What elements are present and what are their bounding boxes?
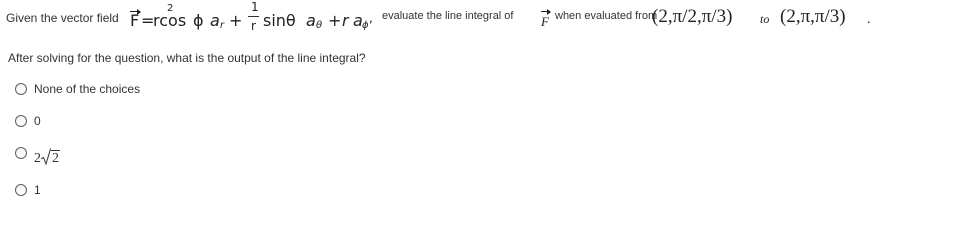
unit-a-theta: a <box>306 11 316 30</box>
coefficient-2: 2 <box>34 151 41 166</box>
plus-sign-1: + <box>229 11 243 30</box>
option-none-of-the-choices[interactable] <box>15 82 315 98</box>
to-point: (2,π,π/3) <box>780 6 846 27</box>
option-label: 1 <box>34 183 41 197</box>
unit-phi-subscript: ϕ <box>362 20 369 31</box>
vector-arrow-2 <box>541 11 550 12</box>
when-text: when evaluated from <box>555 10 658 22</box>
equals-sign: = <box>141 11 155 30</box>
final-period: . <box>867 12 871 27</box>
r-cos-term: rcos <box>153 11 187 30</box>
option-zero[interactable] <box>15 114 315 130</box>
option-two-root-two[interactable] <box>15 146 315 168</box>
option-label <box>34 148 60 167</box>
sin-theta-term: sinθ <box>263 11 296 30</box>
option-one[interactable] <box>15 183 315 199</box>
radicand-2: 2 <box>52 151 59 166</box>
radio-button[interactable] <box>15 147 27 159</box>
unit-r-subscript: r <box>220 20 225 31</box>
from-point: (2,π/2,π/3) <box>652 6 733 27</box>
unit-a-r: a <box>210 11 220 30</box>
middle-text: evaluate the line integral of <box>382 10 514 22</box>
fraction-numerator: 1 <box>251 0 259 14</box>
question-prompt: After solving for the question, what is the output of the line integral? <box>8 51 366 65</box>
field-F: F <box>130 11 140 30</box>
radio-button[interactable] <box>15 184 27 196</box>
to-word: to <box>760 12 770 26</box>
radio-button[interactable] <box>15 115 27 127</box>
phi-symbol: ϕ <box>193 11 204 30</box>
option-label: 0 <box>34 114 41 128</box>
sqrt-icon <box>41 148 51 166</box>
unit-a-phi: a <box>353 11 363 30</box>
option-label: None of the choices <box>34 82 141 96</box>
fraction-denominator: r <box>251 19 256 33</box>
question-statement <box>6 0 966 40</box>
superscript-2: 2 <box>167 3 174 14</box>
intro-text: Given the vector field <box>6 11 119 25</box>
fraction-bar <box>248 16 259 17</box>
unit-theta-subscript: θ <box>316 20 323 31</box>
comma: , <box>369 11 373 25</box>
radio-button[interactable] <box>15 83 27 95</box>
r-coefficient: r <box>342 11 349 30</box>
field-F-2: F <box>541 14 549 29</box>
plus-sign-2: + <box>328 11 342 30</box>
